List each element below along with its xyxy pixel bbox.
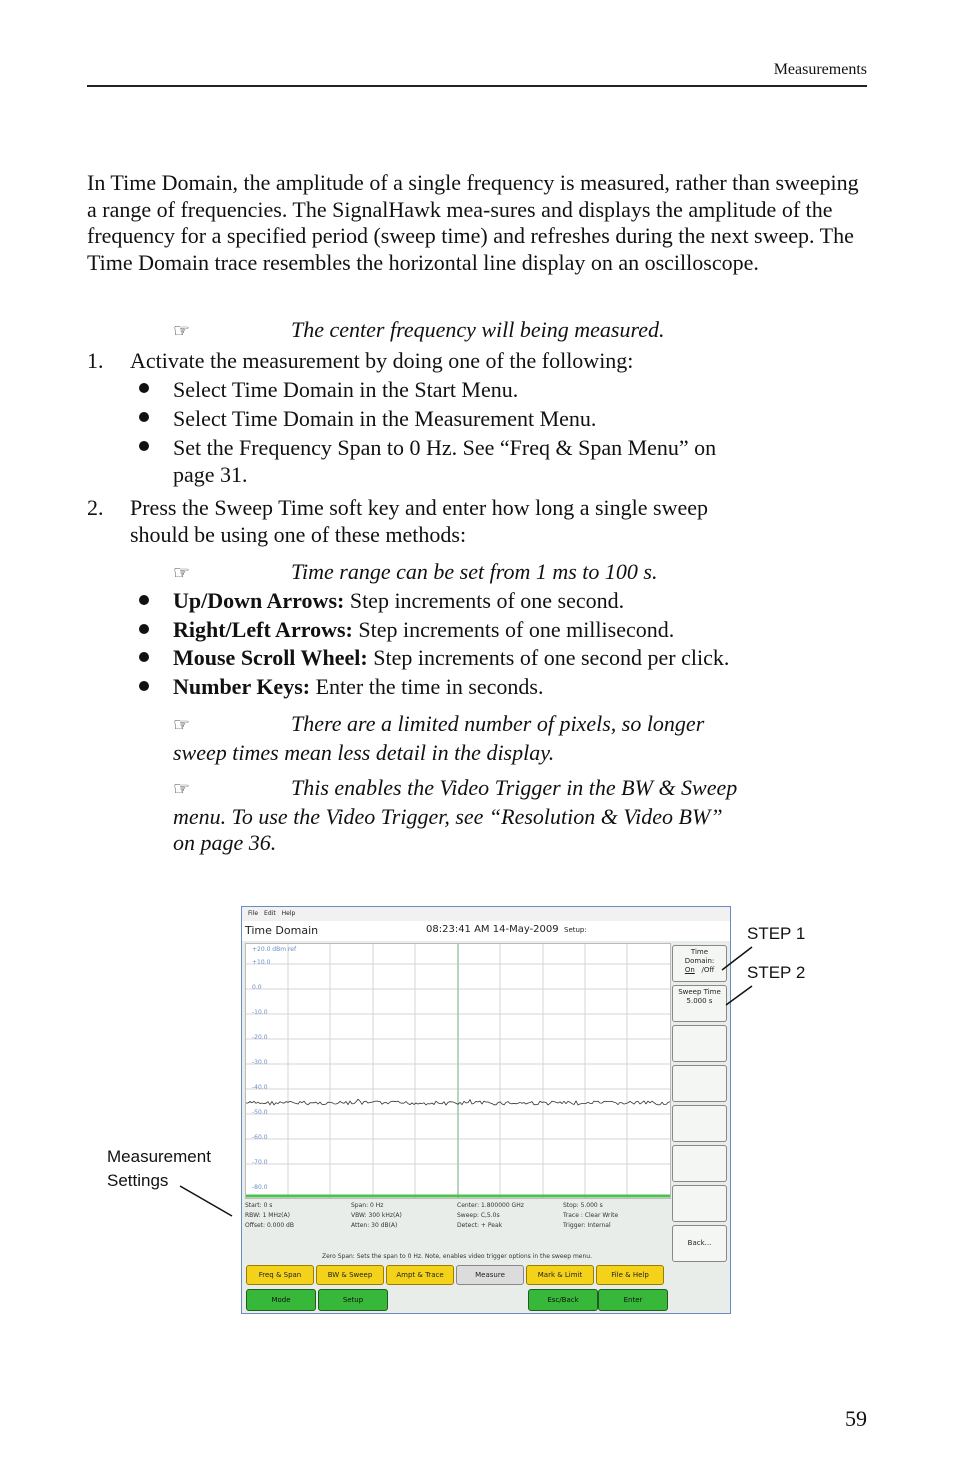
method-label: Number Keys:: [173, 674, 311, 699]
menu-help[interactable]: Help: [281, 910, 296, 917]
method-desc: Step increments of one millisecond.: [352, 617, 675, 642]
note-text: Time range can be set from 1 ms to 100 s.: [291, 559, 658, 584]
setting-center: Center: 1.800000 GHz: [457, 1202, 524, 1209]
intro-paragraph: In Time Domain, the amplitude of a single frequency is measured, rather than sweeping a range of frequencies. The SignalHawk mea-sures and displays the amplitude of the frequency for a specified period (sweep time) and refreshes during the next sweep. The Time Domain trace resembles the horizontal line display on an oscilloscope.: [87, 170, 859, 275]
y-tick: -10.0: [252, 1009, 268, 1016]
y-tick: -50.0: [252, 1109, 268, 1116]
tab-file-help[interactable]: File & Help: [596, 1265, 664, 1285]
softkey-label: Sweep Time: [678, 988, 721, 996]
list-item-continuation: page 31.: [173, 462, 248, 487]
tab-freq-span[interactable]: Freq & Span: [246, 1265, 314, 1285]
tab-ampt-trace[interactable]: Ampt & Trace: [386, 1265, 454, 1285]
menu-file[interactable]: File: [248, 910, 259, 917]
setting-span: Span: 0 Hz: [351, 1202, 384, 1209]
setting-stop: Stop: 5.000 s: [563, 1202, 603, 1209]
y-tick: -30.0: [252, 1059, 268, 1066]
y-tick: -70.0: [252, 1159, 268, 1166]
y-tick: -40.0: [252, 1084, 268, 1091]
esc-back-button[interactable]: Esc/Back: [528, 1289, 598, 1311]
note-text: There are a limited number of pixels, so longer: [291, 711, 705, 736]
setting-detect: Detect: + Peak: [457, 1222, 503, 1229]
method-desc: Step increments of one second.: [344, 588, 625, 613]
help-hint: Zero Span: Sets the span to 0 Hz. Note, enables video trigger options in the sweep menu.: [321, 1253, 592, 1260]
softkey-on: On: [684, 966, 695, 974]
back-softkey[interactable]: Back...: [672, 1225, 727, 1262]
note-text: The center frequency will being measured.: [291, 317, 665, 342]
note-text: sweep times mean less detail in the display.: [173, 739, 555, 765]
y-tick: -20.0: [252, 1034, 268, 1041]
callout-step2: STEP 2: [747, 963, 806, 982]
y-tick: -60.0: [252, 1134, 268, 1141]
list-item: Select Time Domain in the Start Menu.: [173, 377, 519, 402]
callout-step1: STEP 1: [747, 924, 806, 943]
setup-button[interactable]: Setup: [318, 1289, 388, 1311]
running-header: Measurements: [773, 61, 867, 78]
datetime: 08:23:41 AM 14-May-2009: [426, 924, 559, 935]
pointing-hand-icon: ☞: [173, 715, 191, 736]
page-number: 59: [845, 1406, 867, 1431]
y-tick: -80.0: [252, 1184, 268, 1191]
tab-bw-sweep[interactable]: BW & Sweep: [316, 1265, 384, 1285]
softkey-value: 5.000 s: [686, 997, 713, 1005]
tab-mark-limit[interactable]: Mark & Limit: [526, 1265, 594, 1285]
softkey-label: Time: [690, 948, 709, 956]
softkey-label: Domain:: [684, 957, 715, 965]
mode-button[interactable]: Mode: [246, 1289, 316, 1311]
method-desc: Enter the time in seconds.: [310, 674, 544, 699]
enter-button[interactable]: Enter: [598, 1289, 668, 1311]
list-item: Set the Frequency Span to 0 Hz. See “Freq & Span Menu” on: [173, 435, 717, 460]
step-text: should be using one of these methods:: [130, 522, 467, 547]
setting-atten: Atten: 30 dB(A): [351, 1222, 398, 1229]
menu-edit[interactable]: Edit: [264, 910, 276, 917]
setting-sweep: Sweep: C,5.0s: [457, 1212, 500, 1219]
method-label: Right/Left Arrows:: [173, 617, 353, 642]
method-label: Up/Down Arrows:: [173, 588, 345, 613]
setting-start: Start: 0 s: [245, 1202, 273, 1209]
method-label: Mouse Scroll Wheel:: [173, 645, 368, 670]
setting-trace: Trace : Clear Write: [563, 1212, 619, 1219]
callout-text: Measurement: [107, 1147, 211, 1166]
setup-label: Setup:: [564, 926, 587, 934]
setting-rbw: RBW: 1 MHz(A): [245, 1212, 290, 1219]
step-text: Activate the measurement by doing one of the following:: [130, 348, 634, 373]
pointing-hand-icon: ☞: [173, 563, 191, 584]
softkey-off: /Off: [701, 966, 715, 974]
step-text: Press the Sweep Time soft key and enter how long a single sweep: [130, 495, 709, 520]
setting-vbw: VBW: 300 kHz(A): [351, 1212, 402, 1219]
mode-title: Time Domain: [245, 924, 319, 937]
y-tick: +20.0 dBm ref: [252, 946, 297, 953]
pointing-hand-icon: ☞: [173, 321, 191, 342]
setting-trigger: Trigger: Internal: [563, 1222, 611, 1229]
y-tick: +10.0: [252, 959, 271, 966]
callout-text: Settings: [107, 1171, 169, 1190]
note-text: menu. To use the Video Trigger, see “Resolution & Video BW”: [173, 803, 723, 829]
tab-measure[interactable]: Measure: [456, 1265, 524, 1285]
step-number: 2.: [87, 495, 104, 520]
note-text: This enables the Video Trigger in the BW & Sweep: [291, 775, 738, 800]
list-item: Select Time Domain in the Measurement Menu.: [173, 406, 597, 431]
step-number: 1.: [87, 348, 104, 373]
note-text: on page 36.: [173, 830, 277, 855]
setting-offset: Offset: 0.000 dB: [245, 1222, 294, 1229]
y-tick: 0.0: [252, 984, 262, 991]
pointing-hand-icon: ☞: [173, 779, 191, 800]
method-desc: Step increments of one second per click.: [367, 645, 730, 670]
